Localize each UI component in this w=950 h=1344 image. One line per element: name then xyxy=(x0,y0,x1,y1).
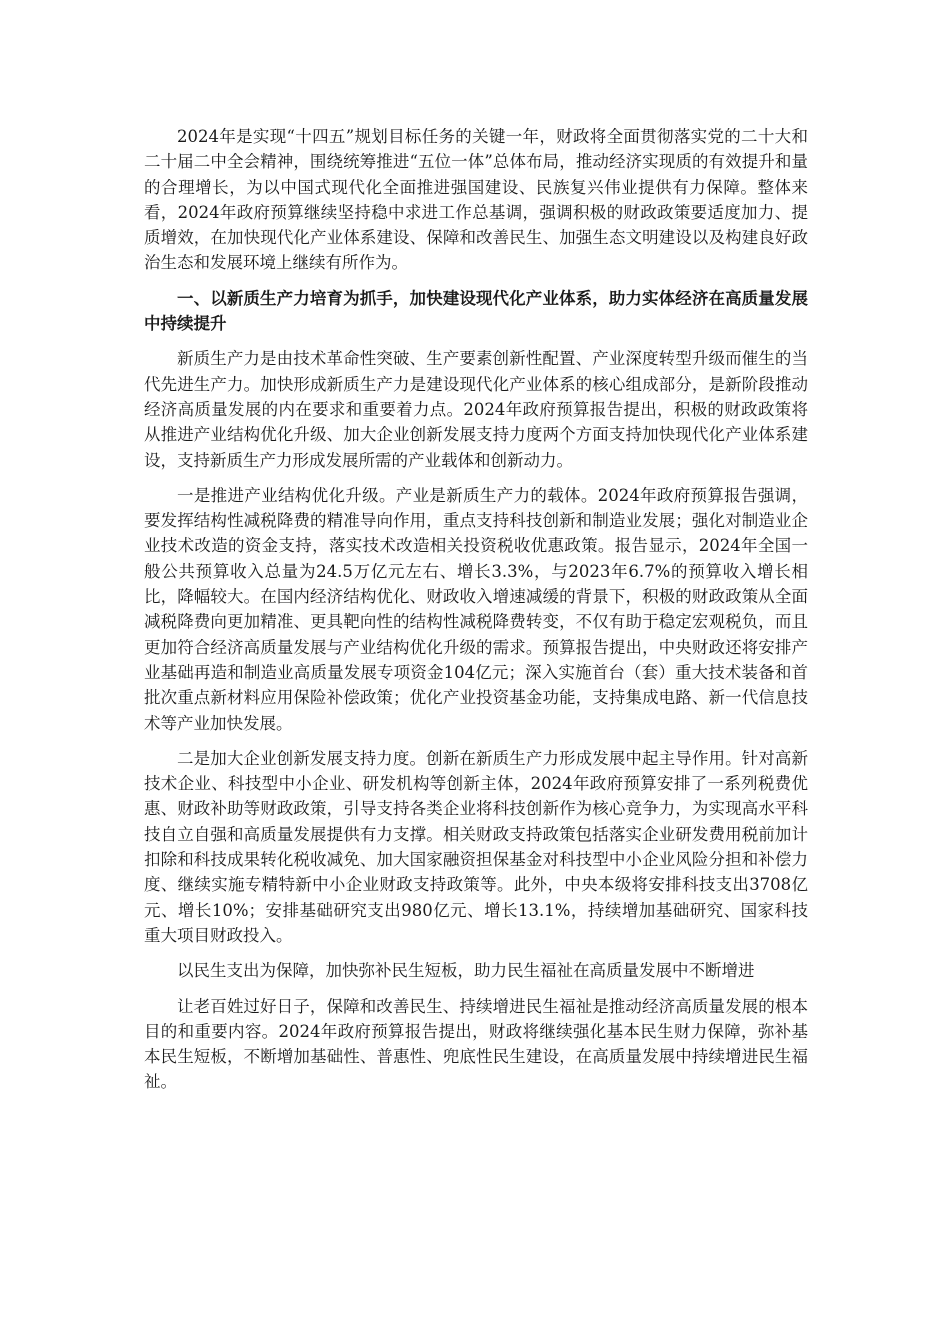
document-body xyxy=(144,124,808,1105)
body-paragraph: 一是推进产业结构优化升级。产业是新质生产力的载体。2024年政府预算报告强调，要发挥结构性减税降费的精准导向作用，重点支持科技创新和制造业发展；强化对制造业企业技术改造的资金支持，落实技术改造相关投资税收优惠政策。报告显示，2024年全国一般公共预算收入总量为24.5万亿元左右、增长3.3%，与2023年6.7%的预算收入增长相比，降幅较大。在国内经济结构优化、财政收入增速减缓的背景下，积极的财政政策从全面减税降费向更加精准、更具靶向性的结构性减税降费转变，不仅有助于稳定宏观税负，而且更加符合经济高质量发展与产业结构优化升级的需求。预算报告提出，中央财政还将安排产业基础再造和制造业高质量发展专项资金104亿元；深入实施首台（套）重大技术装备和首批次重点新材料应用保险补偿政策；优化产业投资基金功能，支持集成电路、新一代信息技术等产业加快发展。 xyxy=(144,485,808,733)
body-paragraph: 二是加大企业创新发展支持力度。创新在新质生产力形成发展中起主导作用。针对高新技术企业、科技型中小企业、研发机构等创新主体，2024年政府预算安排了一系列税费优惠、财政补助等财政政策，引导支持各类企业将科技创新作为核心竞争力，为实现高水平科技自立自强和高质量发展提供有力支撑。相关财政支持政策包括落实企业研发费用税前加计扣除和科技成果转化税收减免、加大国家融资担保基金对科技型中小企业风险分担和补偿力度、继续实施专精特新中小企业财政支持政策等。此外，中央本级将安排科技支出3708亿元、增长10%；安排基础研究支出980亿元、增长13.1%，持续增加基础研究、国家科技重大项目财政投入。 xyxy=(144,748,808,945)
body-paragraph: 让老百姓过好日子，保障和改善民生、持续增进民生福祉是推动经济高质量发展的根本目的和重要内容。2024年政府预算报告提出，财政将继续强化基本民生财力保障，弥补基本民生短板，不断增加基础性、普惠性、兜底性民生建设，在高质量发展中持续增进民生福祉。 xyxy=(144,996,808,1092)
body-paragraph: 新质生产力是由技术革命性突破、生产要素创新性配置、产业深度转型升级而催生的当代先进生产力。加快形成新质生产力是建设现代化产业体系的核心组成部分，是新阶段推动经济高质量发展的内在要求和重要着力点。2024年政府预算报告提出，积极的财政政策将从推进产业结构优化升级、加大企业创新发展支持力度两个方面支持加快现代化产业体系建设，支持新质生产力形成发展所需的产业载体和创新动力。 xyxy=(144,349,808,470)
intro-paragraph: 2024年是实现“十四五”规划目标任务的关键一年，财政将全面贯彻落实党的二十大和二十届二中全会精神，围绕统筹推进“五位一体”总体布局，推动经济实现质的有效提升和量的合理增长，为以中国式现代化全面推进强国建设、民族复兴伟业提供有力保障。整体来看，2024年政府预算继续坚持稳中求进工作总基调，强调积极的财政政策要适度加力、提质增效，在加快现代化产业体系建设、保障和改善民生、加强生态文明建设以及构建良好政治生态和发展环境上继续有所作为。 xyxy=(144,127,808,273)
body-paragraph: 以民生支出为保障，加快弥补民生短板，助力民生福祉在高质量发展中不断增进 xyxy=(177,961,755,981)
section-heading: 一、以新质生产力培育为抓手，加快建设现代化产业体系，助力实体经济在高质量发展中持续提升 xyxy=(144,288,808,334)
